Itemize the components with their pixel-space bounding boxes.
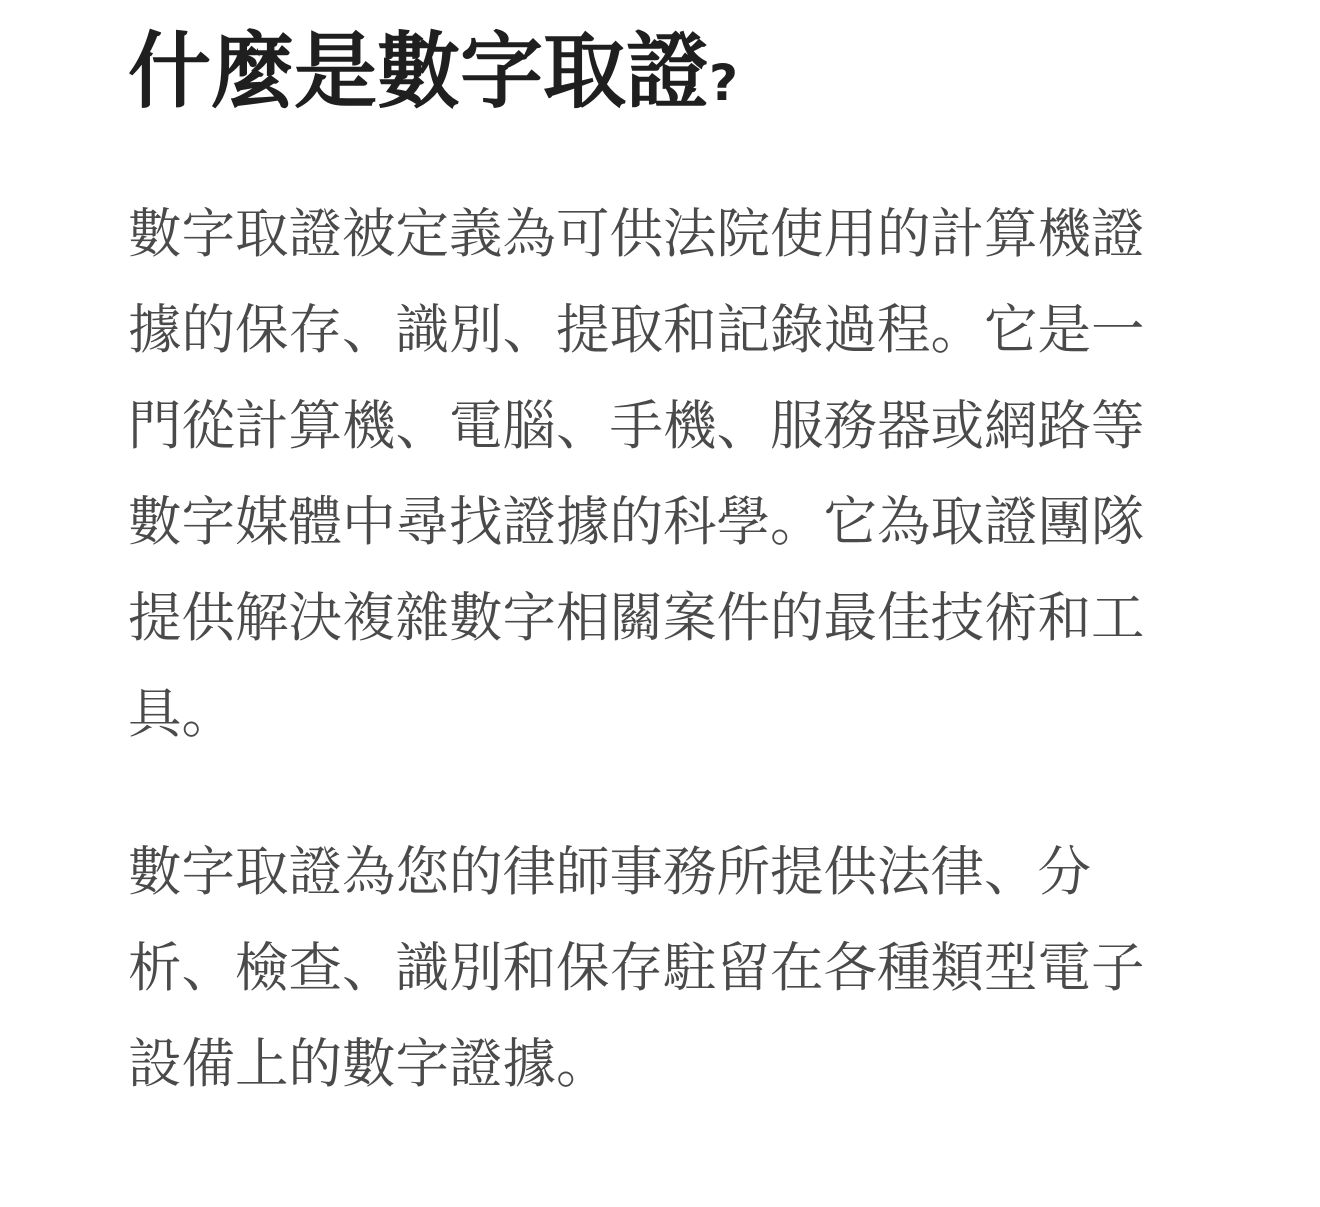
paragraph-definition: 數字取證被定義為可供法院使用的計算機證據的保存、識別、提取和記錄過程。它是一門從計算機、電腦、手機、服務器或網路等數字媒體中尋找證據的科學。它為取證團隊提供解決複雜數字相關案件的最佳技術和工具。: [128, 202, 1145, 745]
page-title-text: 什麼是數字取證: [128, 23, 709, 120]
page-title-question-mark: ?: [709, 54, 739, 112]
article: [128, 0, 1158, 1095]
page-title: [128, 0, 1158, 133]
paragraph-services: 數字取證為您的律師事務所提供法律、分析、檢查、識別和保存駐留在各種類型電子設備上的數字證據。: [128, 840, 1145, 1095]
